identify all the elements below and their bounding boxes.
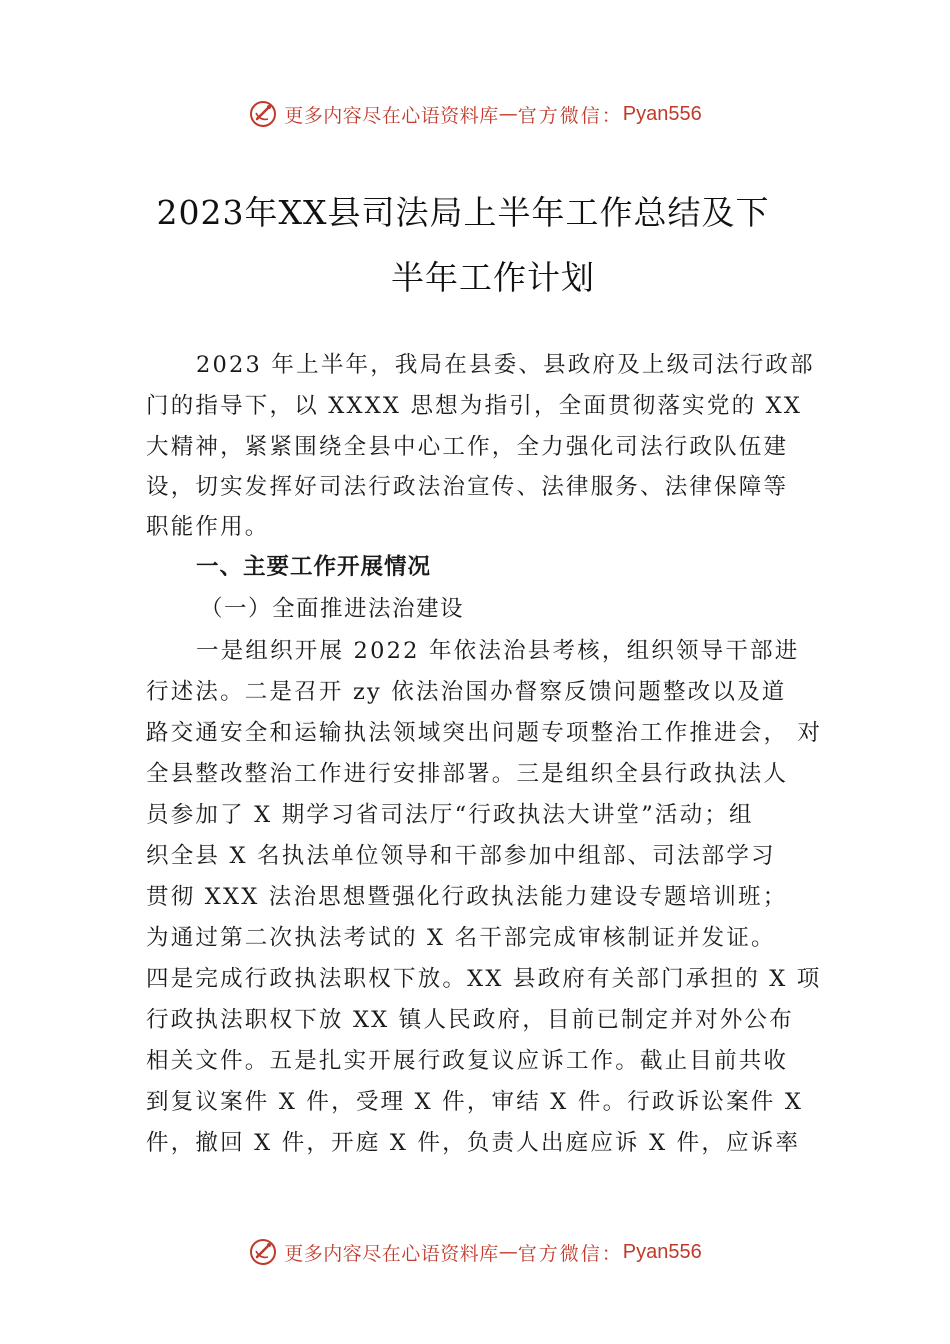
body-line: 相关文件。五是扎实开展行政复议应诉工作。截止目前共收 xyxy=(146,1048,789,1074)
banner-wechat-id: Pyan556 xyxy=(622,1240,702,1263)
brand-logo-icon xyxy=(248,99,278,129)
brand-logo-icon xyxy=(248,1237,278,1267)
banner-wechat-id: Pyan556 xyxy=(622,102,702,125)
banner-brand-text: 更多内容尽在心语资料库 xyxy=(284,1242,499,1265)
footer-banner xyxy=(0,1232,950,1272)
section-heading: 一、主要工作开展情况 xyxy=(196,554,432,580)
body-line: 为通过第二次执法考试的 X 名干部完成审核制证并发证。 xyxy=(146,925,776,951)
banner-dash: — xyxy=(498,103,518,125)
body-line: 设，切实发挥好司法行政法治宣传、法律服务、法律保障等 xyxy=(146,474,789,500)
document-title-line2: 半年工作计划 xyxy=(391,258,595,297)
body-line: 职能作用。 xyxy=(146,514,270,540)
body-line: 门的指导下，以 XXXX 思想为指引，全面贯彻落实党的 XX xyxy=(146,393,803,419)
body-line: 件，撤回 X 件，开庭 X 件，负责人出庭应诉 X 件，应诉率 xyxy=(146,1130,801,1156)
body-line: 全县整改整治工作进行安排部署。三是组织全县行政执法人 xyxy=(146,761,789,787)
banner-official-label: 官方微信： xyxy=(517,1242,623,1265)
body-line: 贯彻 XXX 法治思想暨强化行政执法能力建设专题培训班； xyxy=(146,884,788,910)
banner-dash: — xyxy=(498,1241,518,1263)
body-line: 大精神，紧紧围绕全县中心工作，全力强化司法行政队伍建 xyxy=(146,434,789,460)
banner-official-label: 官方微信： xyxy=(517,104,623,127)
subsection-heading: （一）全面推进法治建设 xyxy=(200,596,465,622)
body-line: 路交通安全和运输执法领域突出问题专项整治工作推进会， 对 xyxy=(146,720,823,746)
body-line: 一是组织开展 2022 年依法治县考核，组织领导干部进 xyxy=(196,638,800,664)
body-line: 织全县 X 名执法单位领导和干部参加中组部、司法部学习 xyxy=(146,843,776,869)
body-line: 行述法。二是召开 zy 依法治国办督察反馈问题整改以及道 xyxy=(146,679,787,705)
body-line: 到复议案件 X 件，受理 X 件，审结 X 件。行政诉讼案件 X xyxy=(146,1089,804,1115)
banner-brand-text: 更多内容尽在心语资料库 xyxy=(284,104,499,127)
body-line: 行政执法职权下放 XX 镇人民政府，目前已制定并对外公布 xyxy=(146,1007,794,1033)
document-title-line1: 2023年XX县司法局上半年工作总结及下 xyxy=(156,193,770,232)
body-line: 员参加了 X 期学习省司法厅“行政执法大讲堂”活动；组 xyxy=(146,802,754,828)
body-line: 四是完成行政执法职权下放。XX 县政府有关部门承担的 X 项 xyxy=(146,966,822,992)
header-banner xyxy=(0,94,950,134)
body-line: 2023 年上半年，我局在县委、县政府及上级司法行政部 xyxy=(196,352,815,378)
